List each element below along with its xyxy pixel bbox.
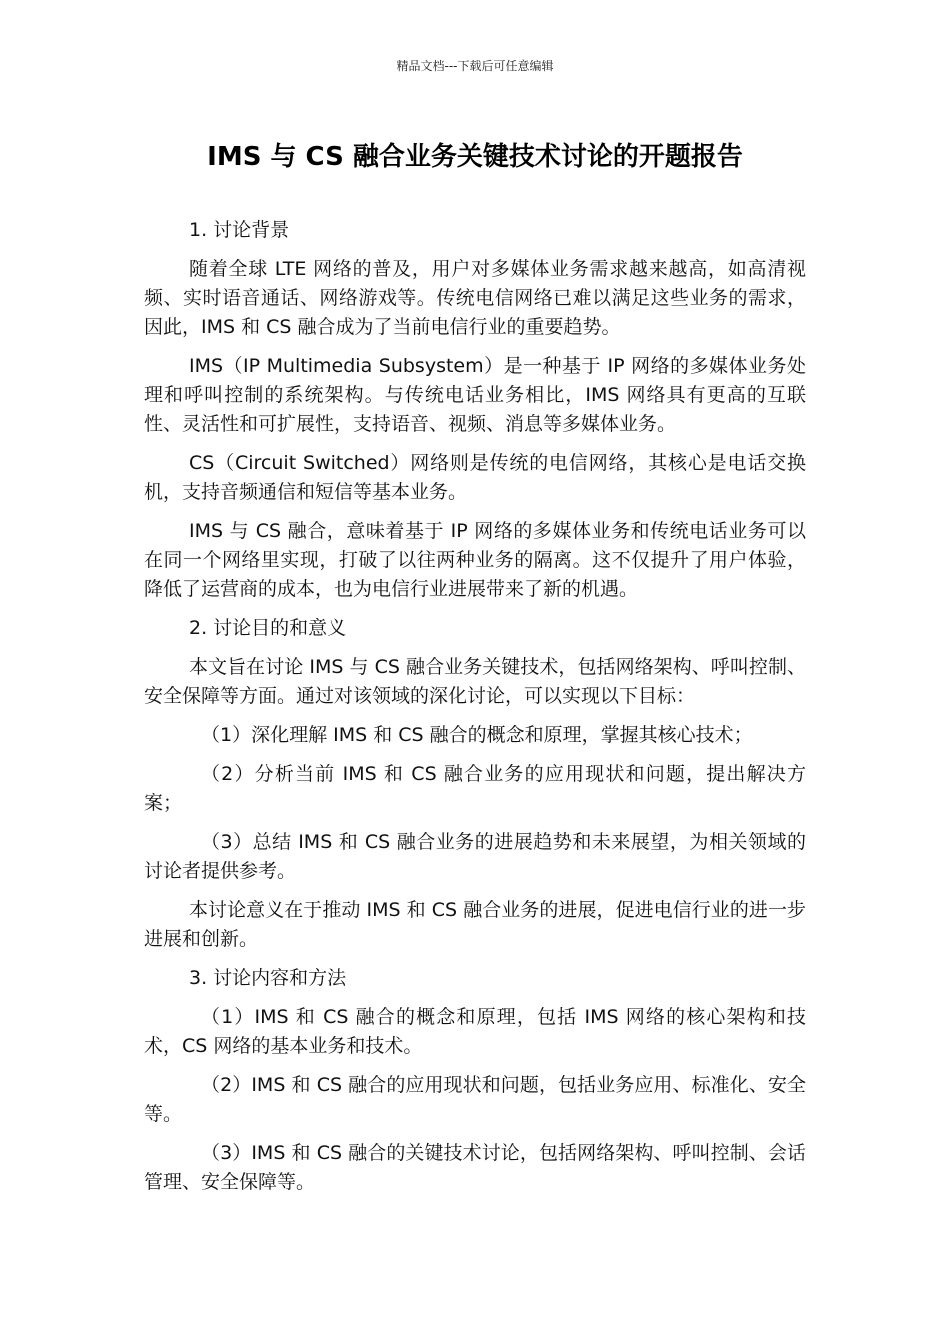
list-item-content-2: （2）IMS 和 CS 融合的应用现状和问题，包括业务应用、标准化、安全等。 (144, 1074, 806, 1125)
list-item-content-1: （1）IMS 和 CS 融合的概念和原理，包括 IMS 网络的核心架构和技术，CS 网络的基本业务和技术。 (144, 1006, 806, 1057)
section-heading-purpose: 2. 讨论目的和意义 (189, 617, 347, 639)
list-item-goal-3: （3）总结 IMS 和 CS 融合业务的进展趋势和未来展望，为相关领域的讨论者提供参考。 (144, 831, 806, 882)
list-item-goal-1: （1）深化理解 IMS 和 CS 融合的概念和原理，掌握其核心技术； (201, 724, 753, 746)
paragraph-significance: 本讨论意义在于推动 IMS 和 CS 融合业务的进展，促进电信行业的进一步进展和创新。 (144, 899, 806, 950)
section-heading-content-method: 3. 讨论内容和方法 (189, 967, 347, 989)
paragraph-purpose-intro: 本文旨在讨论 IMS 与 CS 融合业务关键技术，包括网络架构、呼叫控制、安全保障等方面。通过对该领域的深化讨论，可以实现以下目标： (144, 656, 806, 707)
paragraph-ims-definition: IMS（IP Multimedia Subsystem）是一种基于 IP 网络的多媒体业务处理和呼叫控制的系统架构。与传统电话业务相比，IMS 网络具有更高的互联性、灵活性和可扩展性，支持语音、视频、消息等多媒体业务。 (144, 355, 806, 435)
section-heading-background: 1. 讨论背景 (189, 219, 290, 241)
document-title: IMS 与 CS 融合业务关键技术讨论的开题报告 (207, 142, 743, 172)
list-item-goal-2: （2）分析当前 IMS 和 CS 融合业务的应用现状和问题，提出解决方案； (144, 763, 806, 814)
header-note: 精品文档---下载后可任意编辑 (396, 59, 554, 73)
paragraph-lte-demand: 随着全球 LTE 网络的普及，用户对多媒体业务需求越来越高，如高清视频、实时语音通话、网络游戏等。传统电信网络已难以满足这些业务的需求，因此，IMS 和 CS 融合成为了当前电信行业的重要趋势。 (144, 258, 806, 338)
list-item-content-3: （3）IMS 和 CS 融合的关键技术讨论，包括网络架构、呼叫控制、会话管理、安全保障等。 (144, 1142, 806, 1193)
paragraph-cs-definition: CS（Circuit Switched）网络则是传统的电信网络，其核心是电话交换机，支持音频通信和短信等基本业务。 (144, 452, 806, 503)
document-body (144, 216, 806, 1207)
paragraph-ims-cs-convergence: IMS 与 CS 融合，意味着基于 IP 网络的多媒体业务和传统电话业务可以在同一个网络里实现，打破了以往两种业务的隔离。这不仅提升了用户体验，降低了运营商的成本，也为电信行业进展带来了新的机遇。 (144, 520, 806, 600)
